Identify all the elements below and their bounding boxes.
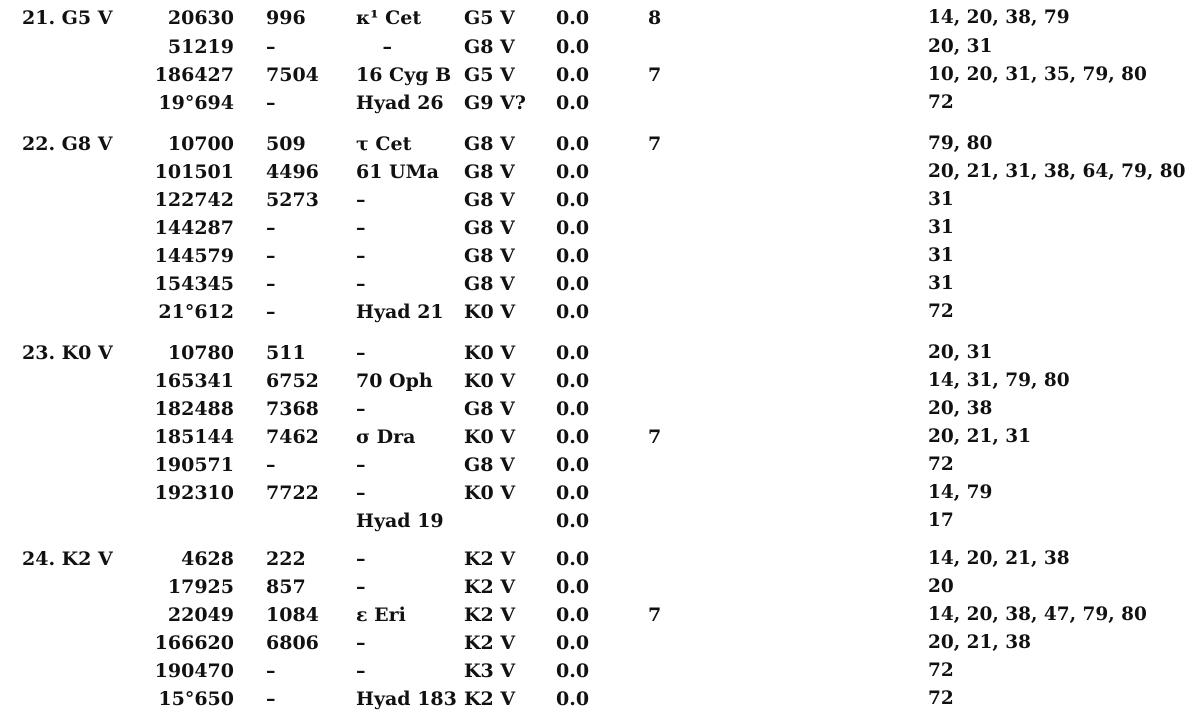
references: 14, 20, 38, 79 — [928, 7, 1070, 28]
star-name: 16 Cyg B — [356, 64, 452, 86]
hr-number: 7504 — [266, 64, 319, 86]
hd-number: 190571 — [154, 454, 234, 476]
value: 0.0 — [556, 660, 590, 682]
references: 14, 79 — [928, 482, 993, 503]
references: 72 — [928, 92, 954, 113]
table-row — [0, 367, 1200, 395]
value: 0.0 — [556, 688, 590, 710]
references: 79, 80 — [928, 133, 993, 154]
star-name: – — [356, 454, 366, 476]
hr-number: 509 — [266, 133, 306, 155]
spectral-type: K2 V — [464, 548, 516, 570]
value: 0.0 — [556, 36, 590, 58]
table-row — [0, 89, 1200, 117]
table-row — [0, 339, 1200, 367]
star-name: – — [356, 632, 366, 654]
table-row — [0, 451, 1200, 479]
hd-number: 17925 — [167, 576, 234, 598]
value: 0.0 — [556, 245, 590, 267]
note-number: 7 — [648, 64, 662, 86]
hr-number: 7368 — [266, 398, 319, 420]
star-name: – — [356, 342, 366, 364]
note-number: 8 — [648, 7, 662, 29]
table-row — [0, 242, 1200, 270]
table-row — [0, 601, 1200, 629]
spectral-type: K2 V — [464, 632, 516, 654]
references: 14, 31, 79, 80 — [928, 370, 1070, 391]
references: 20, 21, 38 — [928, 632, 1031, 653]
star-name: – — [356, 217, 366, 239]
spectral-type: K2 V — [464, 604, 516, 626]
hr-number: 5273 — [266, 189, 319, 211]
table-row — [0, 545, 1200, 573]
spectral-type: G5 V — [464, 64, 515, 86]
hd-number: 101501 — [154, 161, 234, 183]
hd-number: 182488 — [154, 398, 234, 420]
value: 0.0 — [556, 548, 590, 570]
references: 72 — [928, 454, 954, 475]
table-row — [0, 479, 1200, 507]
table-row — [0, 298, 1200, 326]
references: 31 — [928, 217, 954, 238]
star-name: – — [356, 398, 366, 420]
note-number: 7 — [648, 426, 662, 448]
hr-number: – — [266, 660, 276, 682]
note-number: 7 — [648, 604, 662, 626]
references: 14, 20, 38, 47, 79, 80 — [928, 604, 1147, 625]
hd-number: 154345 — [154, 273, 234, 295]
hr-number: 6752 — [266, 370, 319, 392]
hr-number: – — [266, 92, 276, 114]
hd-number: 192310 — [154, 482, 234, 504]
references: 20, 21, 31 — [928, 426, 1031, 447]
hr-number: 7462 — [266, 426, 319, 448]
spectral-type: G8 V — [464, 217, 515, 239]
star-name: Hyad 183 — [356, 688, 457, 710]
hr-number: 7722 — [266, 482, 319, 504]
hr-number: 857 — [266, 576, 306, 598]
references: 20, 31 — [928, 36, 993, 57]
value: 0.0 — [556, 482, 590, 504]
references: 31 — [928, 189, 954, 210]
table-row — [0, 395, 1200, 423]
hr-number: 996 — [266, 7, 306, 29]
spectral-type: G8 V — [464, 273, 515, 295]
hd-number: 165341 — [154, 370, 234, 392]
hr-number: 1084 — [266, 604, 319, 626]
star-name: – — [356, 189, 366, 211]
hd-number: 190470 — [154, 660, 234, 682]
references: 31 — [928, 273, 954, 294]
hr-number: – — [266, 454, 276, 476]
value: 0.0 — [556, 92, 590, 114]
hr-number: – — [266, 273, 276, 295]
hd-number: 4628 — [181, 548, 234, 570]
references: 20, 31 — [928, 342, 993, 363]
references: 72 — [928, 688, 954, 709]
hr-number: 222 — [266, 548, 306, 570]
hd-number: 10700 — [167, 133, 234, 155]
star-name: 61 UMa — [356, 161, 439, 183]
table-row — [0, 507, 1200, 535]
value: 0.0 — [556, 161, 590, 183]
value: 0.0 — [556, 217, 590, 239]
hd-number: 19°694 — [158, 92, 234, 114]
value: 0.0 — [556, 301, 590, 323]
value: 0.0 — [556, 510, 590, 532]
spectral-type: G9 V? — [464, 92, 526, 114]
star-name: Hyad 19 — [356, 510, 444, 532]
hd-number: 22049 — [167, 604, 234, 626]
value: 0.0 — [556, 604, 590, 626]
hd-number: 21°612 — [158, 301, 234, 323]
references: 10, 20, 31, 35, 79, 80 — [928, 64, 1147, 85]
star-name: σ Dra — [356, 426, 416, 448]
spectral-type: K0 V — [464, 482, 516, 504]
hd-number: 15°650 — [158, 688, 234, 710]
references: 20, 21, 31, 38, 64, 79, 80 — [928, 161, 1186, 182]
star-name: – — [356, 548, 366, 570]
spectral-type: G8 V — [464, 133, 515, 155]
star-name: τ Cet — [356, 133, 412, 155]
references: 14, 20, 21, 38 — [928, 548, 1070, 569]
star-name: – — [356, 245, 366, 267]
table-row — [0, 685, 1200, 713]
value: 0.0 — [556, 398, 590, 420]
star-name: Hyad 26 — [356, 92, 444, 114]
hd-number: 10780 — [167, 342, 234, 364]
star-name: – — [356, 576, 366, 598]
star-name: – — [356, 36, 392, 58]
star-name: ε Eri — [356, 604, 406, 626]
references: 20, 38 — [928, 398, 993, 419]
references: 72 — [928, 660, 954, 681]
star-name: – — [356, 482, 366, 504]
hr-number: – — [266, 217, 276, 239]
value: 0.0 — [556, 64, 590, 86]
hd-number: 166620 — [154, 632, 234, 654]
table-row — [0, 629, 1200, 657]
value: 0.0 — [556, 370, 590, 392]
hr-number: – — [266, 301, 276, 323]
references: 31 — [928, 245, 954, 266]
hd-number: 186427 — [154, 64, 234, 86]
hd-number: 20630 — [167, 7, 234, 29]
spectral-type: G8 V — [464, 189, 515, 211]
table-row — [0, 130, 1200, 158]
value: 0.0 — [556, 632, 590, 654]
table-row — [0, 573, 1200, 601]
spectral-type: K0 V — [464, 370, 516, 392]
table-row — [0, 4, 1200, 32]
spectral-type: G8 V — [464, 398, 515, 420]
spectral-type: G5 V — [464, 7, 515, 29]
note-number: 7 — [648, 133, 662, 155]
hd-number: 144579 — [154, 245, 234, 267]
spectral-type: K2 V — [464, 576, 516, 598]
hr-number: – — [266, 36, 276, 58]
table-row — [0, 33, 1200, 61]
table-row — [0, 61, 1200, 89]
star-name: κ¹ Cet — [356, 7, 422, 29]
value: 0.0 — [556, 189, 590, 211]
spectral-type: G8 V — [464, 245, 515, 267]
hd-number: 51219 — [167, 36, 234, 58]
spectral-type: K3 V — [464, 660, 516, 682]
table-row — [0, 214, 1200, 242]
value: 0.0 — [556, 576, 590, 598]
hr-number: 6806 — [266, 632, 319, 654]
value: 0.0 — [556, 273, 590, 295]
value: 0.0 — [556, 454, 590, 476]
star-name: – — [356, 660, 366, 682]
hd-number: 185144 — [154, 426, 234, 448]
spectral-type: K0 V — [464, 342, 516, 364]
table-row — [0, 186, 1200, 214]
spectral-type: K0 V — [464, 426, 516, 448]
table-row — [0, 270, 1200, 298]
table-row — [0, 423, 1200, 451]
value: 0.0 — [556, 426, 590, 448]
star-name: – — [356, 273, 366, 295]
group-label: 24. K2 V — [22, 548, 113, 570]
value: 0.0 — [556, 133, 590, 155]
spectral-type: K2 V — [464, 688, 516, 710]
star-name: Hyad 21 — [356, 301, 444, 323]
spectral-type: G8 V — [464, 36, 515, 58]
star-name: 70 Oph — [356, 370, 433, 392]
hd-number: 144287 — [154, 217, 234, 239]
references: 20 — [928, 576, 954, 597]
hr-number: 4496 — [266, 161, 319, 183]
value: 0.0 — [556, 7, 590, 29]
value: 0.0 — [556, 342, 590, 364]
hr-number: – — [266, 245, 276, 267]
hr-number: – — [266, 688, 276, 710]
spectral-type: G8 V — [464, 454, 515, 476]
table-row — [0, 657, 1200, 685]
hd-number: 122742 — [154, 189, 234, 211]
spectral-type: G8 V — [464, 161, 515, 183]
group-label: 21. G5 V — [22, 7, 113, 29]
references: 17 — [928, 510, 954, 531]
references: 72 — [928, 301, 954, 322]
hr-number: 511 — [266, 342, 306, 364]
spectral-type: K0 V — [464, 301, 516, 323]
group-label: 23. K0 V — [22, 342, 113, 364]
table-row — [0, 158, 1200, 186]
group-label: 22. G8 V — [22, 133, 113, 155]
